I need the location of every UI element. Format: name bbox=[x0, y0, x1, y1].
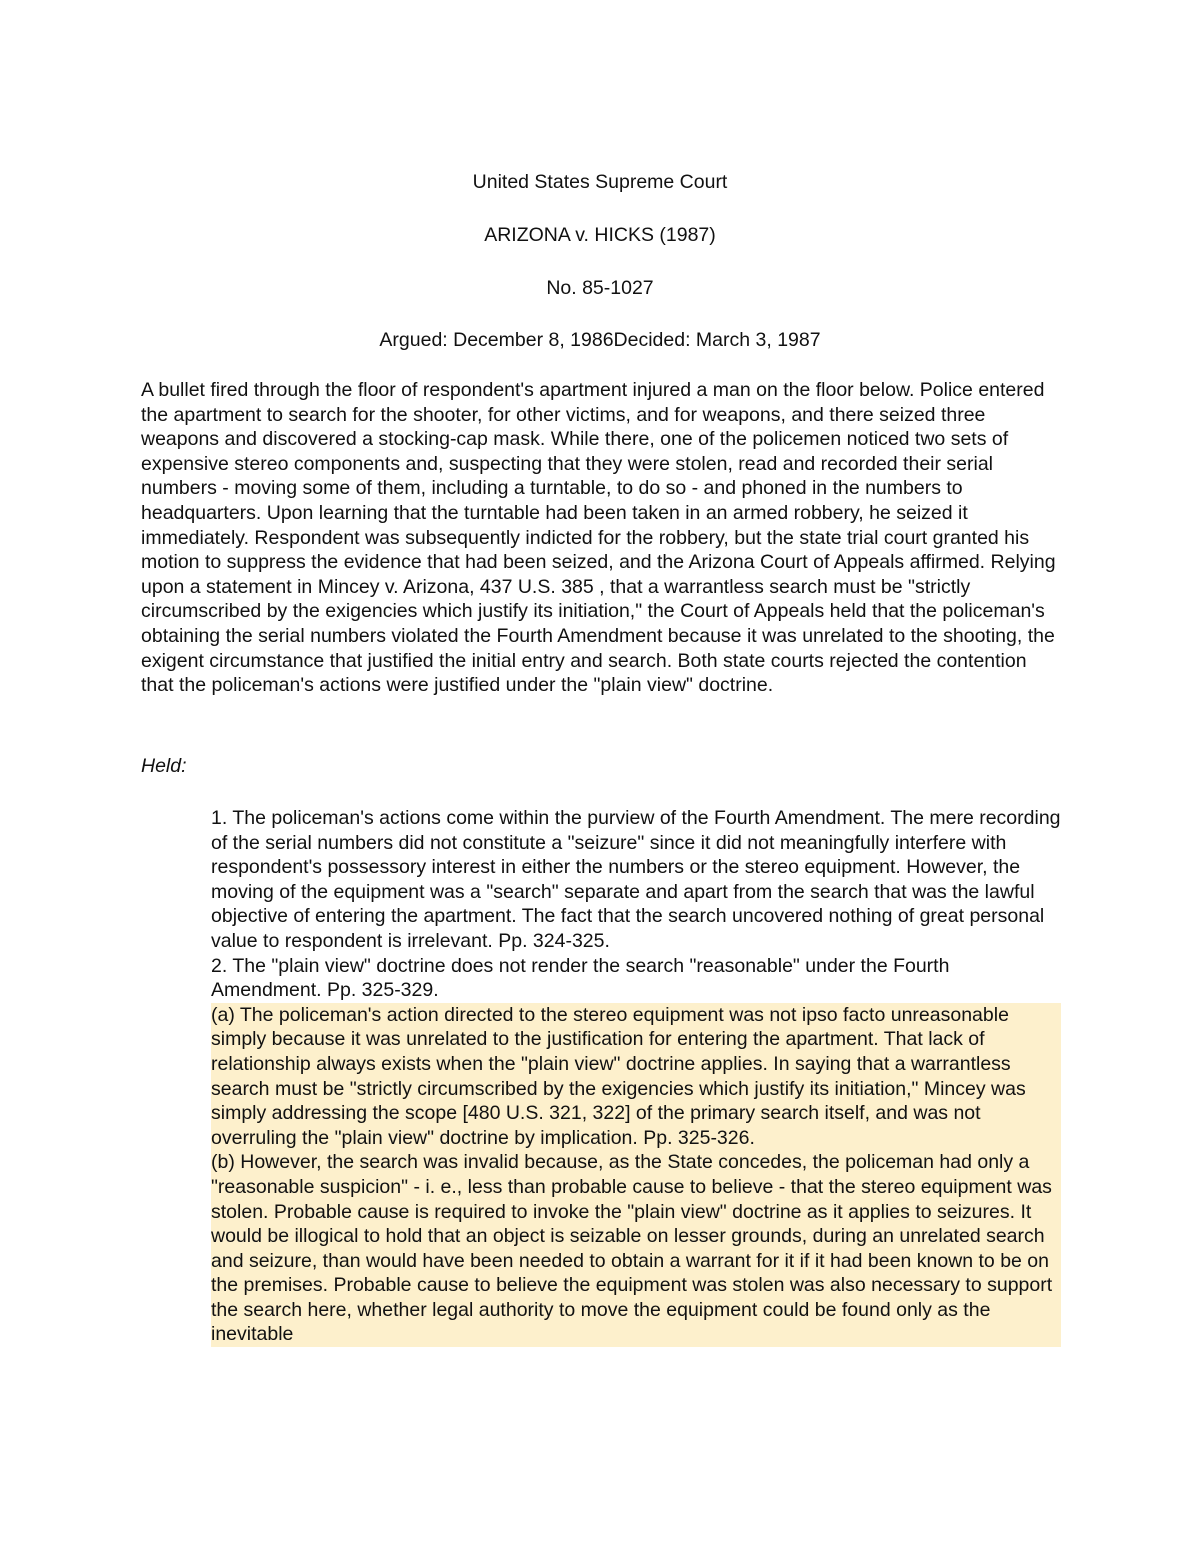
held-label: Held: bbox=[141, 755, 187, 777]
docket-number: No. 85-1027 bbox=[546, 277, 654, 299]
holding-item-2a-highlighted: (a) The policeman's action directed to the stereo equipment was not ipso facto unreasonable simply because it was unrelated to the justification for entering the apartment. That lack of relationship always exists when the "plain view" doctrine applies. In saying that a warrantless search must be "strictly circumscribed by the exigencies which justify its initiation," Mincey was simply addressing the scope [480 U.S. 321, 322] of the primary search itself, and was not overruling the "plain view" doctrine by implication. Pp. 325-326. bbox=[211, 1003, 1061, 1151]
holding-item-2b-highlighted: (b) However, the search was invalid because, as the State concedes, the policeman had only a "reasonable suspicion" - i. e., less than probable cause to believe - that the stereo equipment was stolen. Probable cause is required to invoke the "plain view" doctrine as it applies to seizures. It would be illogical to hold that an object is seizable on lesser grounds, during an unrelated search and seizure, than would have been needed to obtain a warrant for it if it had been known to be on the premises. Probable cause to believe the equipment was stolen was also necessary to support the search here, whether legal authority to move the equipment could be found only as the inevitable bbox=[211, 1150, 1061, 1347]
holding-item-1: 1. The policeman's actions come within the purview of the Fourth Amendment. The mere recording of the serial numbers did not constitute a "seizure" since it did not meaningfully interfere with respondent's possessory interest in either the numbers or the stereo equipment. However, the moving of the equipment was a "search" separate and apart from the search that was the lawful objective of entering the apartment. The fact that the search uncovered nothing of great personal value to respondent is irrelevant. Pp. 324-325. bbox=[211, 807, 1061, 952]
syllabus-paragraph: A bullet fired through the floor of respondent's apartment injured a man on the floor below. Police entered the apartment to search for the shooter, for other victims, and for weapons, and there seized three weapons and discovered a stocking-cap mask. While there, one of the policemen noticed two sets of expensive stereo components and, suspecting that they were stolen, read and recorded their serial numbers - moving some of them, including a turntable, to do so - and phoned in the numbers to headquarters. Upon learning that the turntable had been taken in an armed robbery, he seized it immediately. Respondent was subsequently indicted for the robbery, but the state trial court granted his motion to suppress the evidence that had been seized, and the Arizona Court of Appeals affirmed. Relying upon a statement in Mincey v. Arizona, 437 U.S. 385 , that a warrantless search must be "strictly circumscribed by the exigencies which justify its initiation," the Court of Appeals held that the policeman's obtaining the serial numbers violated the Fourth Amendment because it was unrelated to the shooting, the exigent circumstance that justified the initial entry and search. Both state courts rejected the contention that the policeman's actions were justified under the "plain view" doctrine. bbox=[141, 379, 1056, 697]
case-title: ARIZONA v. HICKS (1987) bbox=[484, 224, 716, 246]
holding-item-2: 2. The "plain view" doctrine does not render the search "reasonable" under the Fourth Amendment. Pp. 325-329. bbox=[211, 954, 950, 1002]
court-name: United States Supreme Court bbox=[472, 171, 728, 193]
argued-decided-dates: Argued: December 8, 1986Decided: March 3, 1987 bbox=[379, 329, 821, 351]
holdings-list bbox=[211, 806, 1061, 1347]
